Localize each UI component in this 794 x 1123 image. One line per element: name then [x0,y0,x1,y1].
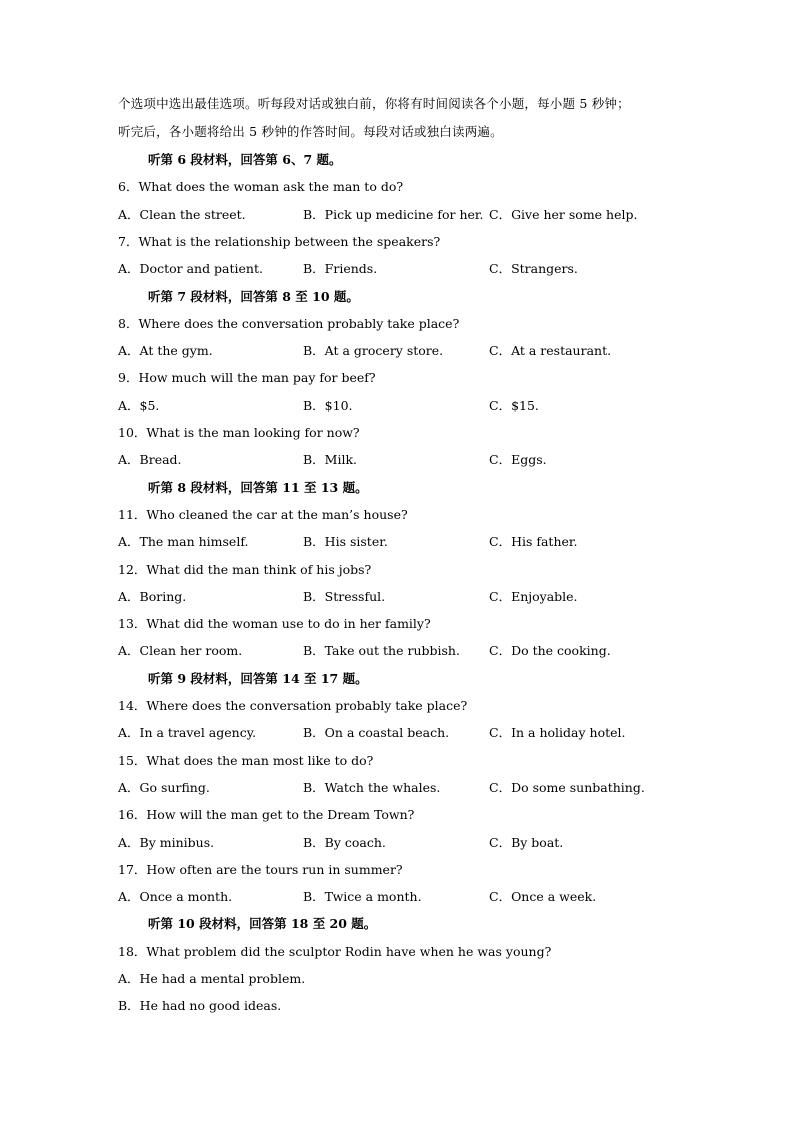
answer-option-line: A．He had a mental problem. [118,971,306,986]
section-heading: 听第 10 段材料，回答第 18 至 20 题。 [148,916,377,931]
option-c: C．His father. [489,534,578,549]
question-text: 15．What does the man most like to do? [118,753,374,768]
question-text: 12．What did the man think of his jobs? [118,562,372,577]
section-heading: 听第 9 段材料，回答第 14 至 17 题。 [148,671,368,686]
option-a: A．Once a month. [118,889,233,904]
option-a: A．Clean the street. [118,207,246,222]
option-b: B．His sister. [303,534,388,549]
option-a: A．Go surfing. [118,780,210,795]
option-b: B．On a coastal beach. [303,725,450,740]
question-text: 11．Who cleaned the car at the man’s house? [118,507,408,522]
option-a: A．At the gym. [118,343,213,358]
answer-option-line: B．He had no good ideas. [118,998,282,1013]
option-c: C．In a holiday hotel. [489,725,626,740]
option-a: A．Doctor and patient. [118,261,263,276]
option-c: C．Once a week. [489,889,597,904]
section-heading: 听第 7 段材料，回答第 8 至 10 题。 [148,289,359,304]
option-a: A．In a travel agency. [118,725,257,740]
question-text: 17．How often are the tours run in summer? [118,862,403,877]
question-text: 13．What did the woman use to do in her family? [118,616,431,631]
option-c: C．Do some sunbathing. [489,780,645,795]
option-b: B．Twice a month. [303,889,422,904]
option-a: A．Clean her room. [118,643,243,658]
option-b: B．Pick up medicine for her. [303,207,484,222]
question-text: 14．Where does the conversation probably take place? [118,698,468,713]
option-b: B．Friends. [303,261,378,276]
option-a: A．The man himself. [118,534,249,549]
option-c: C．Enjoyable. [489,589,578,604]
option-b: B．Take out the rubbish. [303,643,460,658]
option-b: B．By coach. [303,835,386,850]
option-b: B．Watch the whales. [303,780,441,795]
section-heading: 听第 8 段材料，回答第 11 至 13 题。 [148,480,368,495]
option-b: B．$10. [303,398,353,413]
question-text: 6．What does the woman ask the man to do? [118,179,404,194]
option-a: A．Boring. [118,589,187,604]
option-b: B．Milk. [303,452,358,467]
option-c: C．Strangers. [489,261,578,276]
question-text: 18．What problem did the sculptor Rodin have when he was young? [118,944,552,959]
question-text: 8．Where does the conversation probably take place? [118,316,460,331]
option-a: A．Bread. [118,452,182,467]
question-text: 10．What is the man looking for now? [118,425,360,440]
option-c: C．At a restaurant. [489,343,612,358]
intro-line-2: 听完后，各小题将给出 5 秒钟的作答时间。每段对话或独白读两遍。 [118,124,503,139]
option-a: A．By minibus. [118,835,215,850]
option-b: B．Stressful. [303,589,386,604]
intro-line-1: 个选项中选出最佳选项。听每段对话或独白前，你将有时间阅读各个小题，每小题 5 秒钟； [118,96,630,111]
section-heading: 听第 6 段材料，回答第 6、7 题。 [148,152,342,167]
option-a: A．$5. [118,398,160,413]
option-b: B．At a grocery store. [303,343,444,358]
option-c: C．Eggs. [489,452,547,467]
option-c: C．By boat. [489,835,564,850]
option-c: C．Do the cooking. [489,643,611,658]
option-c: C．Give her some help. [489,207,638,222]
question-text: 7．What is the relationship between the speakers? [118,234,441,249]
question-text: 16．How will the man get to the Dream Town? [118,807,415,822]
question-text: 9．How much will the man pay for beef? [118,370,376,385]
option-c: C．$15. [489,398,539,413]
